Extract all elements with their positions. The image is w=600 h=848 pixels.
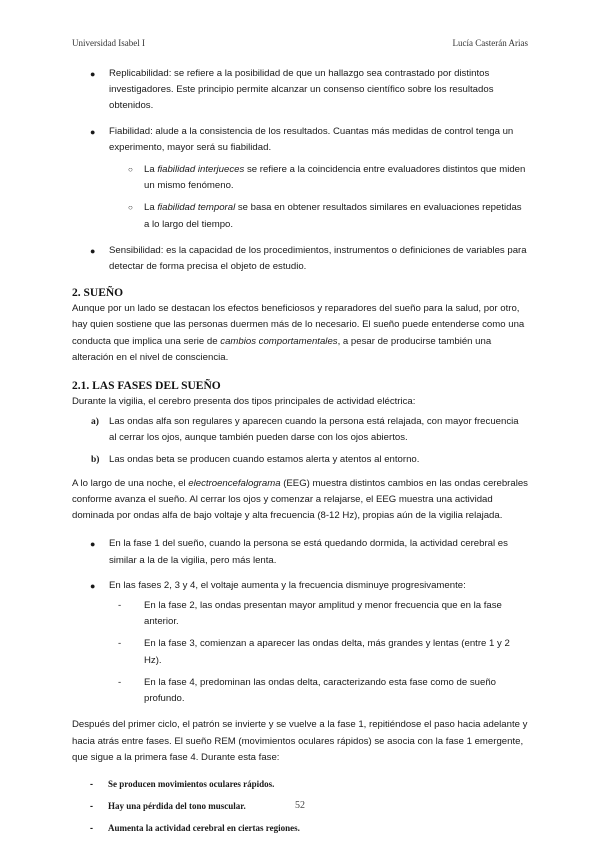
sub-item-text: En la fase 4, predominan las ondas delta, caracterizando esta fase como de sueño profundo. — [144, 676, 496, 705]
paragraph-text: A lo largo de una noche, el — [72, 477, 189, 489]
dash-marker: - — [118, 600, 122, 612]
section-heading: 2. SUEÑO — [72, 287, 124, 300]
circle-bullet-icon: ○ — [128, 203, 133, 213]
sub-item-text: En la fase 2, las ondas presentan mayor amplitud y menor frecuencia que en la fase anterior. — [144, 600, 502, 628]
bullet-icon: ● — [90, 126, 96, 137]
list-marker: b) — [91, 454, 100, 465]
paragraph-emphasis: cambios comportamentales — [220, 335, 338, 347]
list-item-text: Aumenta la actividad cerebral en ciertas regiones. — [108, 823, 300, 834]
sub-item-emphasis: fiabilidad temporal — [157, 202, 236, 214]
list-item-text: En la fase 1 del sueño, cuando la persona se está quedando dormida, la actividad cerebral es similar a la de la vigilia, pero más lenta. — [109, 538, 508, 566]
paragraph — [72, 476, 528, 525]
list-item — [72, 820, 528, 836]
list-item — [72, 776, 528, 792]
sub-item-text: En la fase 3, comienzan a aparecer las ondas delta, más grandes y lentas (entre 1 y 2 Hz). — [144, 638, 510, 666]
page-number: 52 — [295, 800, 305, 811]
header-university: Universidad Isabel I — [72, 38, 145, 48]
paragraph-emphasis: electroencefalograma — [188, 477, 281, 489]
sub-list-item — [109, 200, 528, 232]
list-item-text: Sensibilidad: es la capacidad de los procedimientos, instrumentos o definiciones de variables para detectar de forma precisa el objeto de estudio. — [109, 244, 527, 273]
list-item-text: En las fases 2, 3 y 4, el voltaje aumenta y la frecuencia disminuye progresivamente: — [109, 579, 466, 591]
list-item — [72, 536, 528, 568]
phase-list — [72, 536, 528, 707]
sub-item-text: se refiere a la coincidencia entre evaluadores distintos que miden un mismo fenómeno. — [144, 164, 526, 192]
list-item-text: Fiabilidad: alude a la consistencia de los resultados. Cuantas más medidas de control tenga un experimento, mayor será su fiabilidad. — [109, 125, 514, 153]
bullet-icon: ● — [90, 69, 96, 79]
bullet-icon: ● — [90, 539, 96, 550]
wave-list — [72, 414, 528, 468]
list-item-text: Las ondas beta se producen cuando estamos alerta y atentos al entorno. — [109, 453, 420, 465]
list-item — [72, 452, 528, 468]
list-item — [72, 578, 528, 594]
dash-marker: - — [90, 823, 93, 834]
list-item — [72, 124, 528, 233]
bullet-icon: ● — [90, 580, 96, 591]
dash-marker: - — [118, 676, 122, 688]
page-content — [72, 66, 528, 843]
circle-bullet-icon: ○ — [128, 165, 133, 175]
sub-list-item — [72, 675, 528, 707]
sub-item-emphasis: fiabilidad interjueces — [157, 164, 245, 176]
list-item — [72, 66, 528, 115]
paragraph: Después del primer ciclo, el patrón se invierte y se vuelve a la fase 1, repitiéndose el paso hacia adelante y hacia atrás entre fases. El sueño REM (movimientos oculares rápidos) se asocia con la fase 1 emergente, que sigue a la primera fase 4. Durante esta fase: — [72, 719, 528, 763]
paragraph: Durante la vigilia, el cerebro presenta dos tipos principales de actividad eléctrica: — [72, 396, 416, 408]
header-author: Lucía Casterán Arias — [452, 38, 528, 48]
subsection-heading: 2.1. LAS FASES DEL SUEÑO — [72, 380, 221, 393]
bullet-icon: ● — [90, 245, 96, 256]
list-item — [72, 414, 528, 446]
sub-item-text: se basa en obtener resultados similares en evaluaciones repetidas a lo largo del tiempo. — [144, 202, 522, 230]
sub-list-item — [109, 162, 528, 194]
dash-marker: - — [90, 778, 93, 789]
paragraph-text: (EEG) muestra distintos cambios en las ondas cerebrales conforme avanza el sueño. Al cerrar los ojos y comenzar a relajarse, el EEG muestra una actividad dominada por ondas alfa de bajo voltaje y alta frecuencia (8-12 Hz), propias aún de la vigilia relajada. — [72, 477, 528, 522]
sub-item-text: La — [144, 202, 158, 214]
list-item-text: Las ondas alfa son regulares y aparecen cuando la persona está relajada, con mayor frecuencia al cerrar los ojos, aunque también pueden darse con los ojos abiertos. — [109, 416, 519, 444]
list-item-text: Replicabilidad: se refiere a la posibilidad de que un hallazgo sea contrastado por distintos investigadores. Este principio permite alcanzar un consenso científico sobre los resultados obtenidos. — [109, 68, 494, 112]
dash-marker: - — [90, 801, 93, 812]
list-item-text: Se producen movimientos oculares rápidos. — [108, 778, 275, 789]
sub-list-item — [72, 598, 528, 630]
criteria-list — [72, 66, 528, 275]
sub-list-item — [72, 636, 528, 668]
list-marker: a) — [91, 417, 99, 428]
list-item — [72, 243, 528, 275]
paragraph-text: , a pesar de producirse también una alteración en el nivel de consciencia. — [72, 335, 492, 363]
page-header — [72, 38, 528, 50]
sub-item-text: La — [144, 164, 158, 176]
list-item-text: Hay una pérdida del tono muscular. — [108, 801, 246, 812]
paragraph-text: Aunque por un lado se destacan los efectos beneficiosos y reparadores del sueño para la salud, por otro, hay quien sostiene que las personas duermen más de lo necesario. El sueño puede entenderse como una conducta que implica una serie de — [72, 303, 525, 347]
paragraph — [72, 301, 528, 366]
dash-marker: - — [118, 638, 122, 650]
